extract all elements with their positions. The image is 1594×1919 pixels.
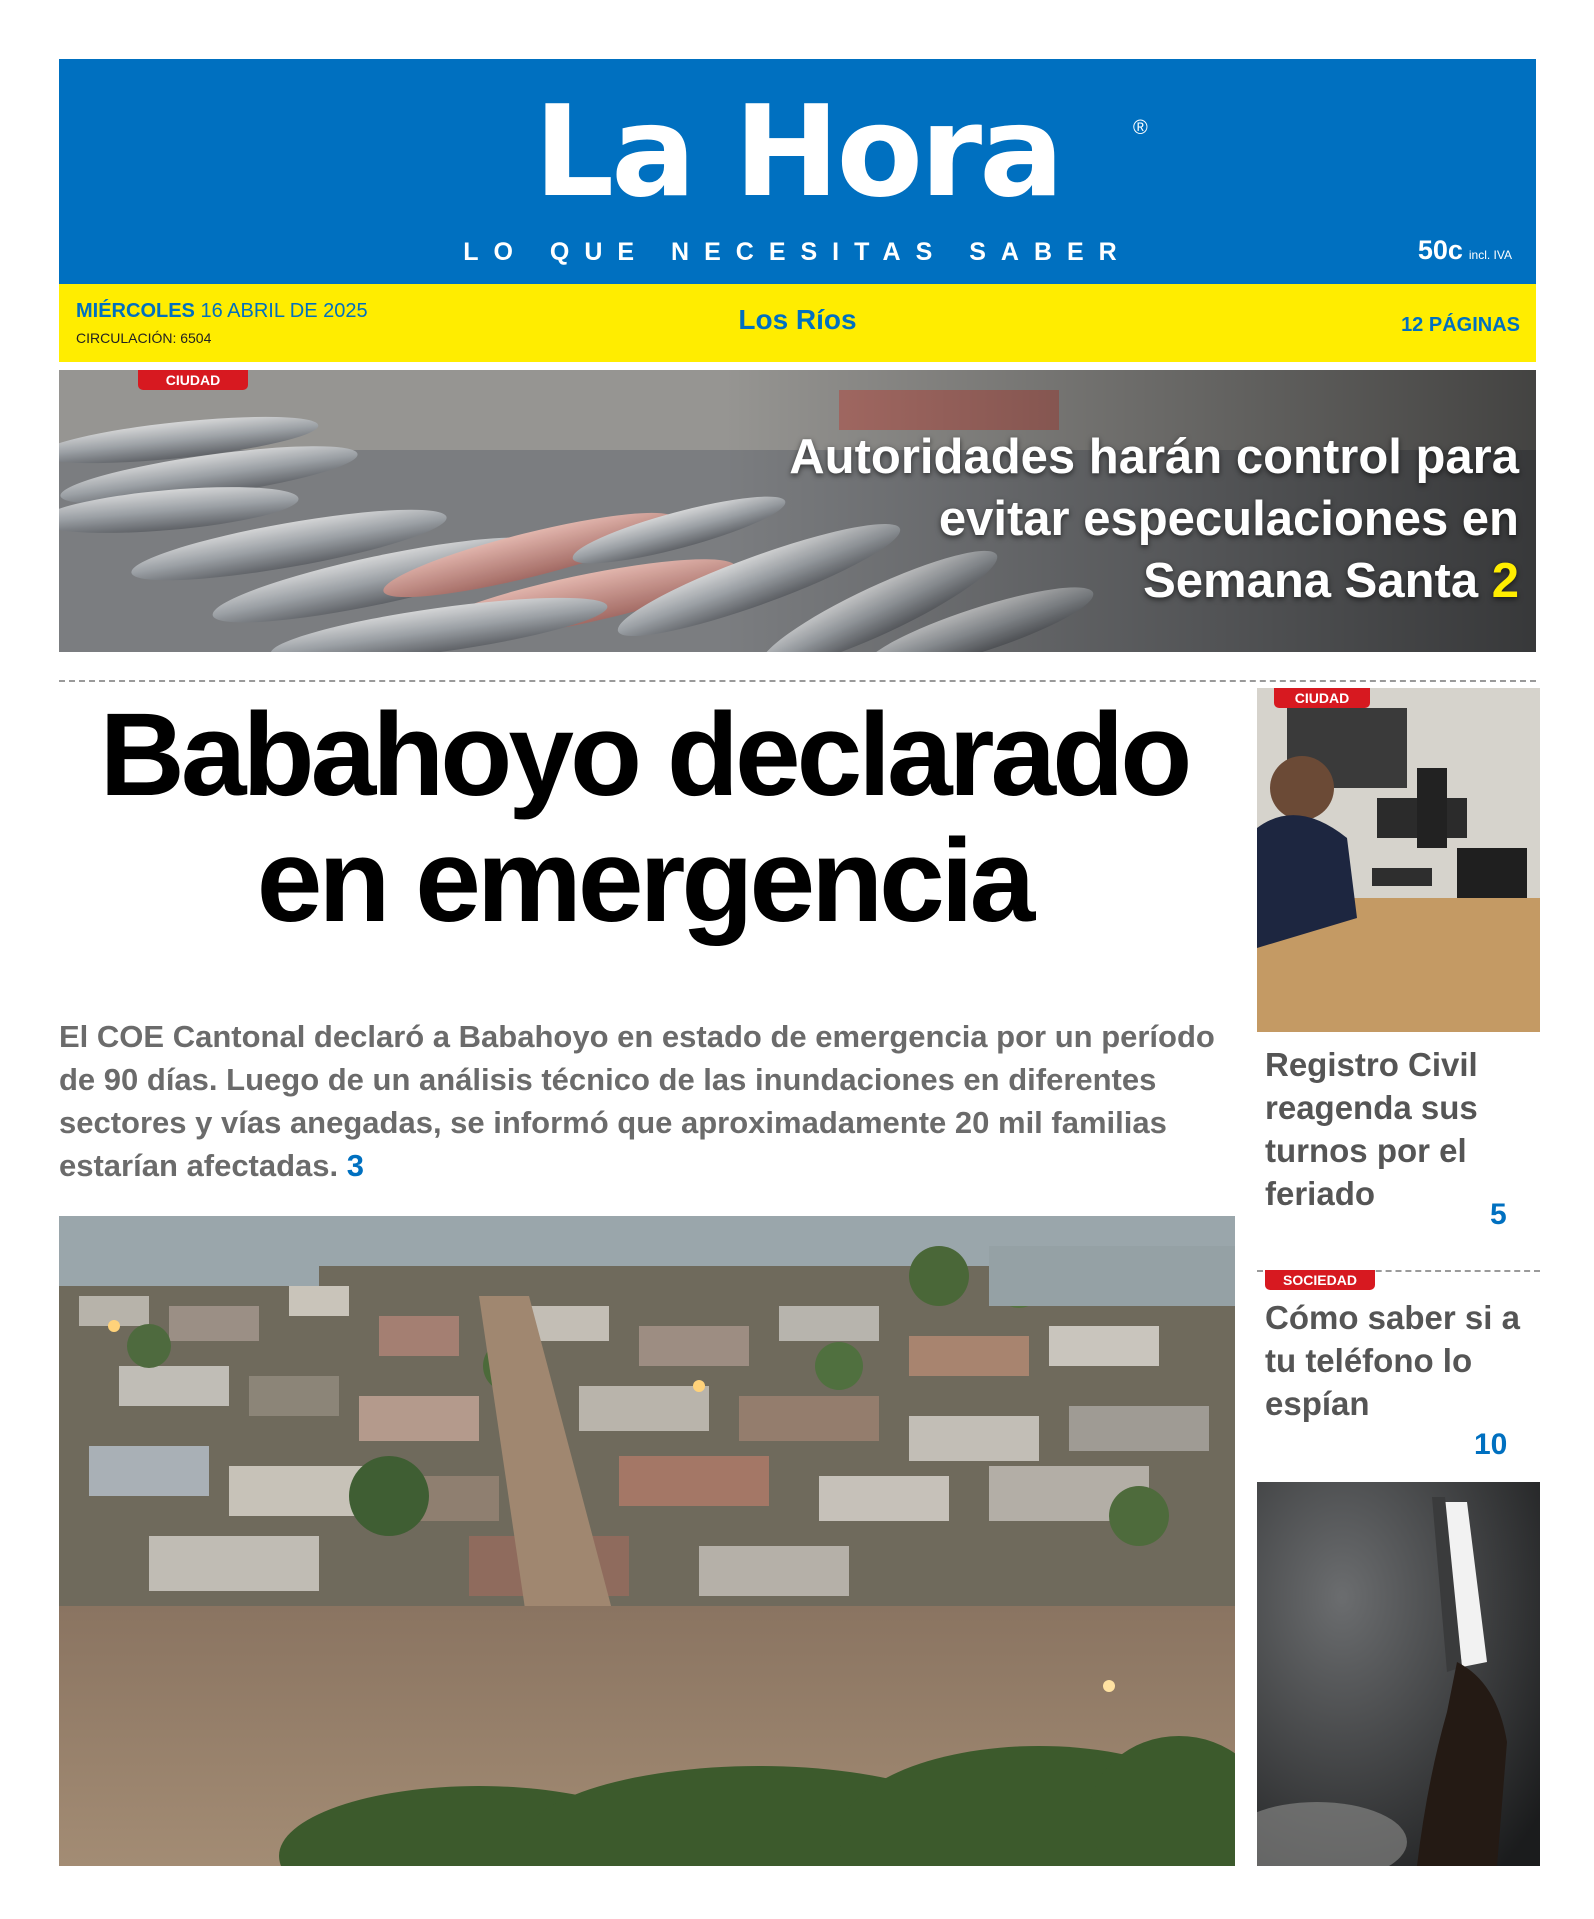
registered-mark: ® [1133, 117, 1148, 139]
sidebar-story2-headline[interactable]: Cómo saber si a tu teléfono lo espían [1265, 1299, 1520, 1422]
sidebar-story2-page-ref: 10 [1474, 1428, 1508, 1461]
main-lead-text: El COE Cantonal declaró a Babahoyo en estado de emergencia por un período de 90 días. Luego de un análisis técnico de las inundaciones en diferentes sectores y vías anegadas, se informó que aproximadamente 20 mil familias estarían afectadas. [59, 1019, 1215, 1183]
banner-story[interactable] [59, 370, 1536, 652]
phone-in-dark-photo [1257, 1482, 1540, 1866]
sidebar-story2-category-tag: SOCIEDAD [1265, 1270, 1375, 1290]
sidebar-story1-category-tag: CIUDAD [1274, 688, 1370, 708]
main-page-ref: 3 [346, 1148, 365, 1183]
newspaper-logo[interactable]: La Hora [533, 78, 1062, 225]
flood-aerial-photo [59, 1216, 1235, 1866]
banner-headline[interactable] [759, 426, 1519, 612]
price [1418, 235, 1512, 266]
price-note: incl. IVA [1468, 248, 1512, 262]
price-value: 50c [1417, 235, 1463, 265]
banner-headline-text: Autoridades harán control para evitar especulaciones en Semana Santa [789, 430, 1519, 608]
circulation: CIRCULACIÓN: 6504 [76, 330, 212, 346]
sidebar-story1-headline[interactable]: Registro Civil reagenda sus turnos por el feriado [1265, 1046, 1478, 1212]
registro-civil-photo [1257, 688, 1540, 1032]
banner-page-ref: 2 [1491, 554, 1519, 608]
main-headline[interactable]: Babahoyo declarado en emergencia [99, 689, 1189, 947]
info-bar [59, 284, 1536, 362]
tagline: LO QUE NECESITAS SABER [463, 238, 1132, 266]
region-edition: Los Ríos [738, 304, 857, 335]
masthead [59, 59, 1536, 284]
main-lead [59, 1015, 1239, 1187]
issue-date-text: 16 ABRIL DE 2025 [200, 300, 368, 322]
sidebar-story1-page-ref: 5 [1490, 1198, 1507, 1231]
banner-category-tag: CIUDAD [138, 370, 248, 390]
section-divider [59, 680, 1536, 682]
issue-weekday: MIÉRCOLES [76, 300, 195, 322]
page-count: 12 PÁGINAS [1401, 314, 1520, 336]
